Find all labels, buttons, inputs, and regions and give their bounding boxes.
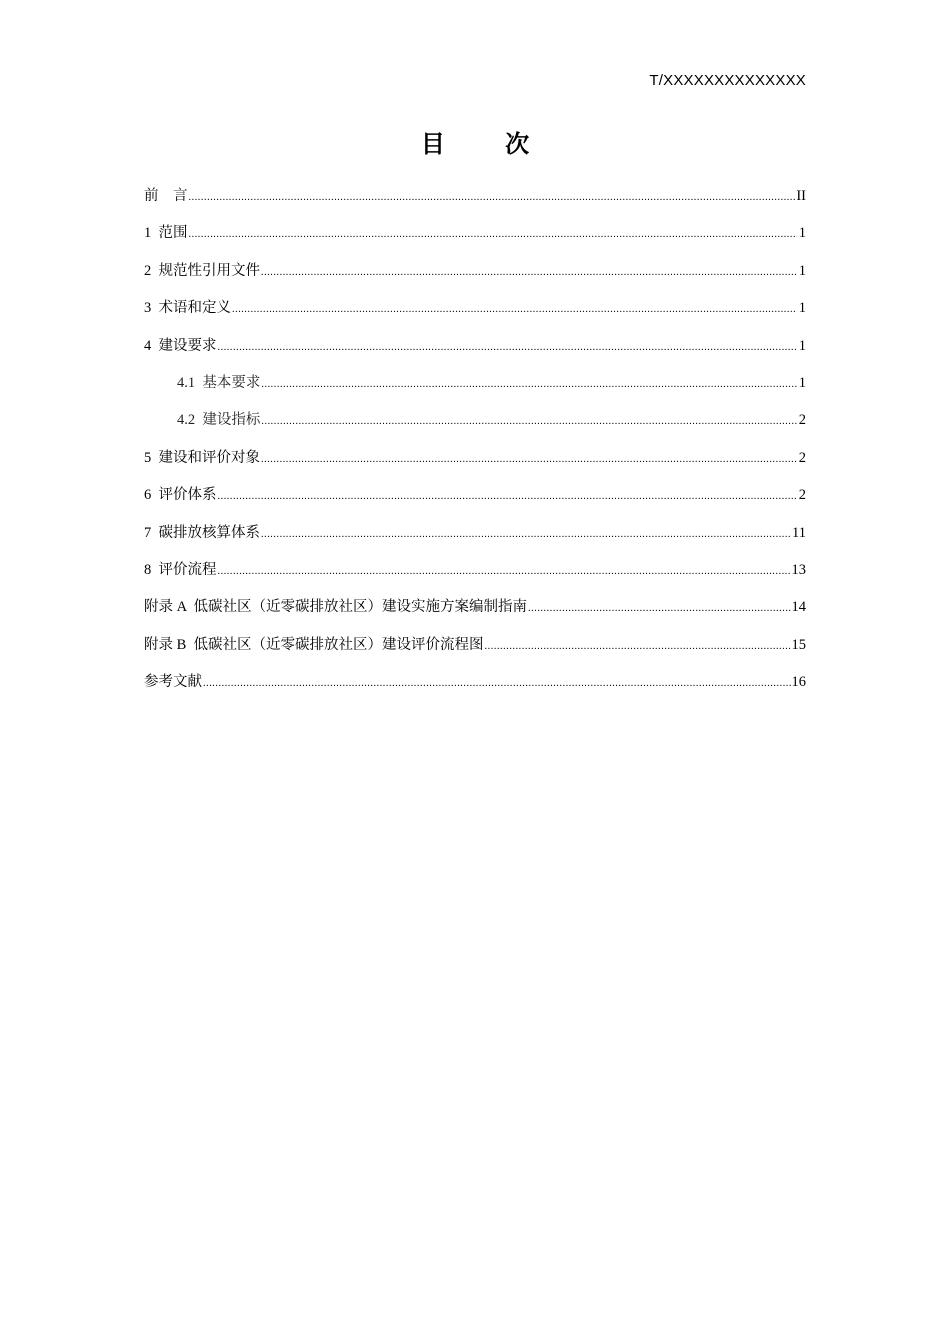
toc-leader-dots — [232, 299, 797, 321]
toc-entry-appendix-b[interactable] — [144, 634, 806, 671]
toc-entry-construction-indicators[interactable] — [144, 409, 806, 446]
toc-page-number: 15 — [791, 636, 806, 653]
toc-leader-dots — [261, 524, 791, 546]
toc-page-number: 1 — [798, 262, 806, 279]
toc-entry-label: 7 碳排放核算体系 — [144, 524, 260, 541]
table-of-contents — [144, 185, 806, 708]
toc-leader-dots — [218, 337, 798, 359]
toc-entry-references[interactable] — [144, 671, 806, 708]
toc-page-number: 11 — [792, 524, 806, 541]
toc-entry-label: 1 范围 — [144, 225, 188, 242]
toc-leader-dots — [189, 187, 796, 209]
toc-entry-evaluation-system[interactable] — [144, 484, 806, 521]
toc-page-number: 1 — [798, 300, 806, 317]
toc-entry-label: 3 术语和定义 — [144, 300, 231, 317]
toc-leader-dots — [203, 673, 791, 695]
toc-page-number: 2 — [798, 487, 806, 504]
toc-page-number: 13 — [791, 561, 806, 578]
toc-entry-terms-definitions[interactable] — [144, 297, 806, 334]
toc-entry-evaluation-process[interactable] — [144, 559, 806, 596]
toc-leader-dots — [261, 411, 797, 433]
toc-page-number: 1 — [798, 337, 806, 354]
toc-entry-label: 参考文献 — [144, 674, 202, 691]
toc-entry-label: 2 规范性引用文件 — [144, 262, 260, 279]
toc-entry-label: 4.2 建设指标 — [177, 412, 261, 429]
toc-page-number: 16 — [791, 674, 806, 691]
toc-entry-construction-requirements[interactable] — [144, 335, 806, 372]
toc-leader-dots — [528, 598, 790, 620]
toc-leader-dots — [261, 449, 797, 471]
toc-page-number: 1 — [798, 374, 806, 391]
toc-entry-label: 附录 B 低碳社区（近零碳排放社区）建设评价流程图 — [144, 636, 484, 653]
toc-page-number: 14 — [791, 599, 806, 616]
toc-entry-label: 前 言 — [144, 188, 188, 204]
toc-page-number: 2 — [798, 449, 806, 466]
toc-leader-dots — [261, 374, 797, 396]
toc-entry-carbon-accounting[interactable] — [144, 522, 806, 559]
document-code: T/XXXXXXXXXXXXXX — [649, 72, 806, 89]
toc-page-number: II — [796, 188, 806, 204]
toc-entry-label: 4 建设要求 — [144, 337, 217, 354]
toc-entry-basic-requirements[interactable] — [144, 372, 806, 409]
toc-leader-dots — [218, 561, 791, 583]
toc-page-number: 2 — [798, 412, 806, 429]
toc-entry-foreword[interactable] — [144, 185, 806, 222]
toc-entry-label: 附录 A 低碳社区（近零碳排放社区）建设实施方案编制指南 — [144, 599, 528, 616]
toc-leader-dots — [218, 486, 798, 508]
toc-entry-label: 8 评价流程 — [144, 561, 217, 578]
toc-page-number: 1 — [798, 225, 806, 242]
toc-entry-normative-references[interactable] — [144, 260, 806, 297]
toc-leader-dots — [261, 262, 797, 284]
toc-entry-scope[interactable] — [144, 222, 806, 259]
toc-entry-evaluation-objects[interactable] — [144, 447, 806, 484]
page-title: 目 次 — [420, 130, 556, 158]
toc-entry-label: 6 评价体系 — [144, 487, 217, 504]
toc-entry-label: 5 建设和评价对象 — [144, 449, 260, 466]
toc-leader-dots — [189, 224, 798, 246]
toc-entry-appendix-a[interactable] — [144, 596, 806, 633]
toc-entry-label: 4.1 基本要求 — [177, 374, 261, 391]
toc-leader-dots — [485, 636, 791, 658]
